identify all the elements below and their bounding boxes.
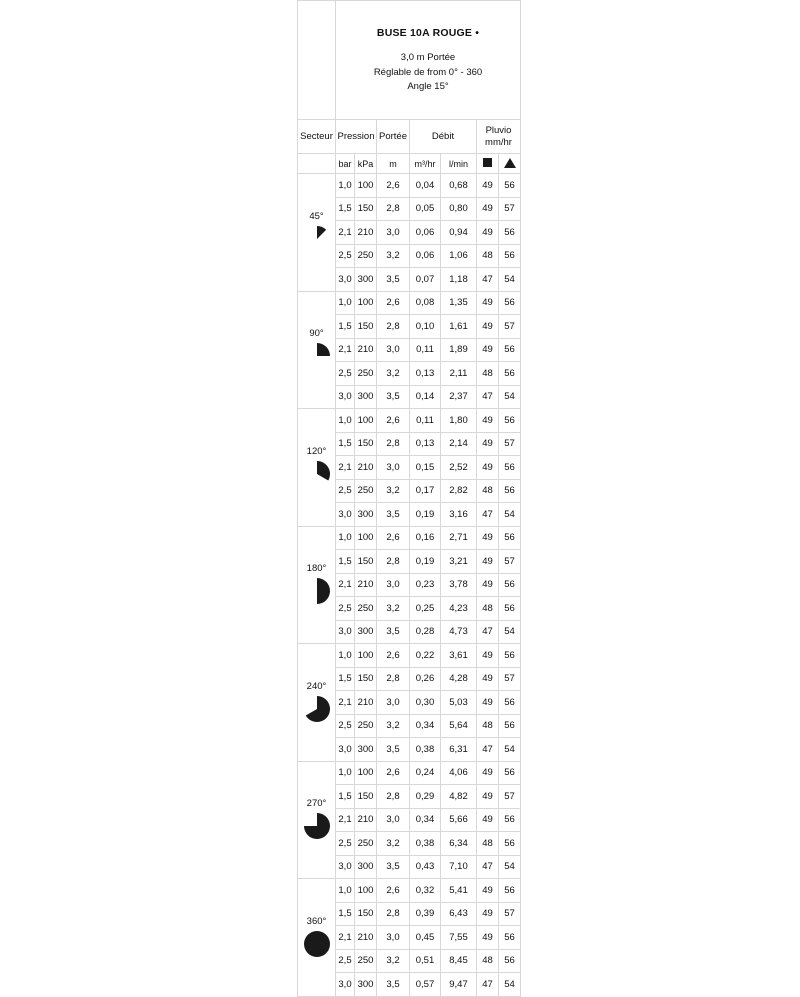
cell-lmin: 4,06 xyxy=(441,761,477,785)
sector-label: 120° xyxy=(306,445,327,457)
cell-lmin: 2,71 xyxy=(441,526,477,550)
cell-kpa: 250 xyxy=(355,479,377,503)
cell-portee: 3,2 xyxy=(377,949,410,973)
cell-bar: 1,5 xyxy=(336,197,355,221)
cell-kpa: 150 xyxy=(355,197,377,221)
cell-pluvio-triangle: 57 xyxy=(499,432,521,456)
cell-pluvio-triangle: 56 xyxy=(499,409,521,433)
unit-lmin: l/min xyxy=(441,154,477,174)
cell-kpa: 250 xyxy=(355,832,377,856)
cell-portee: 3,5 xyxy=(377,738,410,762)
cell-lmin: 6,34 xyxy=(441,832,477,856)
cell-bar: 3,0 xyxy=(336,268,355,292)
cell-portee: 2,6 xyxy=(377,291,410,315)
unit-m3hr: m³/hr xyxy=(410,154,441,174)
cell-lmin: 2,52 xyxy=(441,456,477,480)
cell-bar: 2,5 xyxy=(336,244,355,268)
cell-portee: 3,2 xyxy=(377,597,410,621)
sector-240-icon xyxy=(298,694,335,724)
cell-pluvio-triangle: 56 xyxy=(499,362,521,386)
cell-m3hr: 0,15 xyxy=(410,456,441,480)
cell-m3hr: 0,05 xyxy=(410,197,441,221)
cell-portee: 3,2 xyxy=(377,714,410,738)
cell-pluvio-triangle: 56 xyxy=(499,244,521,268)
cell-pluvio-triangle: 54 xyxy=(499,385,521,409)
pluvio-unit: mm/hr xyxy=(485,136,512,148)
cell-lmin: 7,55 xyxy=(441,926,477,950)
cell-lmin: 2,11 xyxy=(441,362,477,386)
cell-lmin: 2,82 xyxy=(441,479,477,503)
sector-label: 90° xyxy=(309,328,324,340)
col-header-portee: Portée xyxy=(377,120,410,154)
cell-pluvio-square: 48 xyxy=(477,244,499,268)
table-row xyxy=(298,174,521,198)
cell-bar: 2,5 xyxy=(336,479,355,503)
cell-portee: 3,2 xyxy=(377,362,410,386)
header-row xyxy=(298,1,521,120)
cell-pluvio-triangle: 56 xyxy=(499,714,521,738)
cell-m3hr: 0,26 xyxy=(410,667,441,691)
cell-pluvio-triangle: 56 xyxy=(499,808,521,832)
cell-bar: 2,1 xyxy=(336,221,355,245)
cell-m3hr: 0,30 xyxy=(410,691,441,715)
nozzle-performance-table xyxy=(297,0,521,997)
cell-kpa: 210 xyxy=(355,573,377,597)
cell-m3hr: 0,34 xyxy=(410,714,441,738)
spec-line-0: 3,0 m Portée xyxy=(400,52,456,64)
table-row xyxy=(298,409,521,433)
cell-lmin: 0,68 xyxy=(441,174,477,198)
cell-portee: 3,5 xyxy=(377,503,410,527)
cell-pluvio-triangle: 56 xyxy=(499,526,521,550)
cell-pluvio-triangle: 57 xyxy=(499,315,521,339)
cell-pluvio-triangle: 56 xyxy=(499,573,521,597)
cell-pluvio-square: 49 xyxy=(477,761,499,785)
cell-pluvio-triangle: 56 xyxy=(499,926,521,950)
cell-portee: 3,0 xyxy=(377,338,410,362)
cell-m3hr: 0,34 xyxy=(410,808,441,832)
cell-kpa: 210 xyxy=(355,221,377,245)
cell-pluvio-triangle: 57 xyxy=(499,902,521,926)
cell-pluvio-square: 49 xyxy=(477,808,499,832)
col-header-pression: Pression xyxy=(336,120,377,154)
header-blank-cell xyxy=(298,1,336,120)
cell-portee: 2,6 xyxy=(377,526,410,550)
cell-pluvio-square: 49 xyxy=(477,879,499,903)
cell-kpa: 210 xyxy=(355,456,377,480)
cell-pluvio-square: 49 xyxy=(477,221,499,245)
cell-kpa: 150 xyxy=(355,667,377,691)
cell-pluvio-square: 49 xyxy=(477,456,499,480)
cell-pluvio-triangle: 54 xyxy=(499,503,521,527)
cell-bar: 3,0 xyxy=(336,503,355,527)
cell-pluvio-triangle: 57 xyxy=(499,785,521,809)
cell-lmin: 1,61 xyxy=(441,315,477,339)
cell-pluvio-triangle: 56 xyxy=(499,879,521,903)
cell-pluvio-triangle: 56 xyxy=(499,644,521,668)
sector-cell-90 xyxy=(298,291,336,409)
cell-kpa: 100 xyxy=(355,644,377,668)
cell-portee: 3,5 xyxy=(377,973,410,997)
cell-pluvio-square: 49 xyxy=(477,432,499,456)
cell-lmin: 6,31 xyxy=(441,738,477,762)
cell-m3hr: 0,19 xyxy=(410,503,441,527)
cell-bar: 1,0 xyxy=(336,879,355,903)
cell-lmin: 3,21 xyxy=(441,550,477,574)
table-row xyxy=(298,761,521,785)
cell-portee: 2,8 xyxy=(377,550,410,574)
cell-pluvio-square: 49 xyxy=(477,550,499,574)
pluvio-triangle-marker xyxy=(499,154,521,174)
cell-pluvio-square: 49 xyxy=(477,338,499,362)
cell-lmin: 2,37 xyxy=(441,385,477,409)
cell-pluvio-triangle: 56 xyxy=(499,691,521,715)
cell-kpa: 300 xyxy=(355,503,377,527)
sector-cell-180 xyxy=(298,526,336,644)
cell-m3hr: 0,08 xyxy=(410,291,441,315)
cell-portee: 2,8 xyxy=(377,667,410,691)
cell-lmin: 1,18 xyxy=(441,268,477,292)
cell-m3hr: 0,14 xyxy=(410,385,441,409)
cell-portee: 3,0 xyxy=(377,808,410,832)
cell-kpa: 150 xyxy=(355,785,377,809)
cell-kpa: 150 xyxy=(355,550,377,574)
cell-pluvio-square: 47 xyxy=(477,620,499,644)
cell-bar: 1,5 xyxy=(336,550,355,574)
cell-pluvio-square: 49 xyxy=(477,902,499,926)
cell-bar: 1,0 xyxy=(336,291,355,315)
cell-m3hr: 0,11 xyxy=(410,338,441,362)
cell-pluvio-square: 49 xyxy=(477,409,499,433)
cell-pluvio-square: 49 xyxy=(477,291,499,315)
cell-lmin: 3,16 xyxy=(441,503,477,527)
sector-90-icon xyxy=(298,341,335,371)
cell-bar: 2,1 xyxy=(336,926,355,950)
cell-pluvio-square: 49 xyxy=(477,785,499,809)
cell-portee: 3,0 xyxy=(377,573,410,597)
col-header-pluvio xyxy=(477,120,521,154)
cell-lmin: 1,80 xyxy=(441,409,477,433)
cell-portee: 3,0 xyxy=(377,691,410,715)
cell-bar: 2,5 xyxy=(336,949,355,973)
cell-bar: 2,1 xyxy=(336,456,355,480)
cell-m3hr: 0,24 xyxy=(410,761,441,785)
cell-kpa: 150 xyxy=(355,315,377,339)
cell-m3hr: 0,38 xyxy=(410,832,441,856)
cell-m3hr: 0,25 xyxy=(410,597,441,621)
cell-pluvio-triangle: 54 xyxy=(499,973,521,997)
cell-bar: 3,0 xyxy=(336,385,355,409)
cell-kpa: 210 xyxy=(355,338,377,362)
cell-lmin: 6,43 xyxy=(441,902,477,926)
cell-lmin: 4,82 xyxy=(441,785,477,809)
sector-cell-240 xyxy=(298,644,336,762)
cell-bar: 1,0 xyxy=(336,526,355,550)
cell-kpa: 100 xyxy=(355,526,377,550)
cell-portee: 2,6 xyxy=(377,409,410,433)
cell-m3hr: 0,13 xyxy=(410,362,441,386)
cell-bar: 1,5 xyxy=(336,432,355,456)
cell-lmin: 5,66 xyxy=(441,808,477,832)
cell-kpa: 210 xyxy=(355,691,377,715)
cell-pluvio-triangle: 56 xyxy=(499,456,521,480)
cell-bar: 1,5 xyxy=(336,902,355,926)
cell-m3hr: 0,16 xyxy=(410,526,441,550)
cell-bar: 1,5 xyxy=(336,785,355,809)
cell-portee: 2,8 xyxy=(377,197,410,221)
cell-lmin: 4,28 xyxy=(441,667,477,691)
cell-bar: 1,0 xyxy=(336,761,355,785)
cell-pluvio-square: 49 xyxy=(477,526,499,550)
cell-portee: 2,6 xyxy=(377,174,410,198)
spec-line-2: Angle 15° xyxy=(407,81,449,93)
cell-kpa: 100 xyxy=(355,409,377,433)
cell-lmin: 3,61 xyxy=(441,644,477,668)
cell-pluvio-triangle: 54 xyxy=(499,855,521,879)
cell-portee: 3,5 xyxy=(377,855,410,879)
cell-m3hr: 0,28 xyxy=(410,620,441,644)
spec-line-1: Réglable de from 0° - 360 xyxy=(373,66,483,78)
cell-pluvio-square: 48 xyxy=(477,597,499,621)
cell-kpa: 300 xyxy=(355,268,377,292)
col-header-debit: Débit xyxy=(410,120,477,154)
cell-kpa: 250 xyxy=(355,949,377,973)
cell-kpa: 250 xyxy=(355,244,377,268)
cell-pluvio-triangle: 54 xyxy=(499,738,521,762)
table-row xyxy=(298,879,521,903)
table-body xyxy=(298,1,521,997)
cell-portee: 3,2 xyxy=(377,479,410,503)
cell-pluvio-triangle: 56 xyxy=(499,338,521,362)
cell-bar: 2,1 xyxy=(336,691,355,715)
cell-portee: 3,2 xyxy=(377,832,410,856)
unit-bar: bar xyxy=(336,154,355,174)
cell-lmin: 5,03 xyxy=(441,691,477,715)
cell-pluvio-square: 49 xyxy=(477,644,499,668)
cell-portee: 3,5 xyxy=(377,385,410,409)
cell-bar: 2,5 xyxy=(336,597,355,621)
cell-bar: 2,1 xyxy=(336,573,355,597)
cell-portee: 3,0 xyxy=(377,221,410,245)
cell-pluvio-triangle: 56 xyxy=(499,291,521,315)
cell-pluvio-square: 48 xyxy=(477,714,499,738)
cell-lmin: 0,80 xyxy=(441,197,477,221)
cell-kpa: 300 xyxy=(355,855,377,879)
cell-kpa: 100 xyxy=(355,291,377,315)
cell-portee: 2,6 xyxy=(377,879,410,903)
sector-label: 45° xyxy=(309,210,324,222)
table-row xyxy=(298,644,521,668)
cell-lmin: 4,73 xyxy=(441,620,477,644)
sector-cell-45 xyxy=(298,174,336,292)
cell-pluvio-triangle: 56 xyxy=(499,761,521,785)
cell-bar: 1,5 xyxy=(336,315,355,339)
pluvio-label: Pluvio xyxy=(485,124,512,136)
cell-pluvio-triangle: 54 xyxy=(499,620,521,644)
pluvio-square-marker xyxy=(477,154,499,174)
cell-pluvio-square: 47 xyxy=(477,855,499,879)
cell-m3hr: 0,19 xyxy=(410,550,441,574)
cell-pluvio-triangle: 56 xyxy=(499,949,521,973)
cell-pluvio-square: 47 xyxy=(477,738,499,762)
cell-m3hr: 0,57 xyxy=(410,973,441,997)
sector-label: 360° xyxy=(306,915,327,927)
sector-cell-360 xyxy=(298,879,336,997)
cell-kpa: 100 xyxy=(355,761,377,785)
sector-360-icon xyxy=(298,929,335,959)
unit-kpa: kPa xyxy=(355,154,377,174)
cell-m3hr: 0,06 xyxy=(410,221,441,245)
cell-lmin: 2,14 xyxy=(441,432,477,456)
cell-m3hr: 0,29 xyxy=(410,785,441,809)
cell-kpa: 300 xyxy=(355,738,377,762)
cell-m3hr: 0,13 xyxy=(410,432,441,456)
cell-lmin: 1,89 xyxy=(441,338,477,362)
sector-cell-270 xyxy=(298,761,336,879)
cell-m3hr: 0,43 xyxy=(410,855,441,879)
cell-pluvio-square: 49 xyxy=(477,691,499,715)
cell-portee: 2,8 xyxy=(377,785,410,809)
cell-kpa: 300 xyxy=(355,385,377,409)
cell-portee: 3,2 xyxy=(377,244,410,268)
cell-m3hr: 0,07 xyxy=(410,268,441,292)
cell-bar: 2,1 xyxy=(336,338,355,362)
cell-kpa: 210 xyxy=(355,808,377,832)
cell-m3hr: 0,38 xyxy=(410,738,441,762)
cell-pluvio-square: 48 xyxy=(477,949,499,973)
cell-pluvio-square: 49 xyxy=(477,667,499,691)
cell-kpa: 100 xyxy=(355,174,377,198)
sector-label: 240° xyxy=(306,680,327,692)
cell-pluvio-square: 48 xyxy=(477,479,499,503)
cell-pluvio-square: 47 xyxy=(477,268,499,292)
sector-label: 180° xyxy=(306,563,327,575)
table-row xyxy=(298,526,521,550)
cell-m3hr: 0,06 xyxy=(410,244,441,268)
cell-pluvio-square: 49 xyxy=(477,174,499,198)
cell-pluvio-triangle: 57 xyxy=(499,550,521,574)
col-header-secteur: Secteur xyxy=(298,120,336,154)
cell-kpa: 150 xyxy=(355,902,377,926)
cell-portee: 2,8 xyxy=(377,902,410,926)
cell-pluvio-triangle: 56 xyxy=(499,832,521,856)
cell-pluvio-triangle: 56 xyxy=(499,597,521,621)
cell-bar: 3,0 xyxy=(336,620,355,644)
cell-kpa: 300 xyxy=(355,973,377,997)
cell-portee: 3,5 xyxy=(377,268,410,292)
cell-bar: 1,0 xyxy=(336,644,355,668)
cell-kpa: 300 xyxy=(355,620,377,644)
cell-portee: 3,0 xyxy=(377,456,410,480)
cell-pluvio-square: 47 xyxy=(477,385,499,409)
table-row xyxy=(298,291,521,315)
cell-pluvio-square: 49 xyxy=(477,573,499,597)
cell-m3hr: 0,17 xyxy=(410,479,441,503)
cell-bar: 3,0 xyxy=(336,855,355,879)
nozzle-title-cell xyxy=(336,1,521,120)
cell-pluvio-square: 47 xyxy=(477,503,499,527)
cell-m3hr: 0,39 xyxy=(410,902,441,926)
cell-bar: 3,0 xyxy=(336,738,355,762)
sector-270-icon xyxy=(298,811,335,841)
cell-bar: 2,5 xyxy=(336,714,355,738)
sector-180-icon xyxy=(298,576,335,606)
cell-bar: 2,5 xyxy=(336,362,355,386)
cell-bar: 3,0 xyxy=(336,973,355,997)
cell-pluvio-square: 48 xyxy=(477,362,499,386)
cell-kpa: 150 xyxy=(355,432,377,456)
cell-pluvio-triangle: 54 xyxy=(499,268,521,292)
column-header-row xyxy=(298,120,521,154)
cell-lmin: 7,10 xyxy=(441,855,477,879)
cell-lmin: 1,06 xyxy=(441,244,477,268)
cell-kpa: 250 xyxy=(355,362,377,386)
cell-m3hr: 0,45 xyxy=(410,926,441,950)
cell-portee: 3,0 xyxy=(377,926,410,950)
cell-lmin: 1,35 xyxy=(441,291,477,315)
unit-m: m xyxy=(377,154,410,174)
cell-pluvio-triangle: 56 xyxy=(499,221,521,245)
cell-pluvio-triangle: 56 xyxy=(499,479,521,503)
cell-pluvio-square: 48 xyxy=(477,832,499,856)
cell-lmin: 4,23 xyxy=(441,597,477,621)
cell-portee: 2,8 xyxy=(377,315,410,339)
cell-kpa: 250 xyxy=(355,597,377,621)
cell-m3hr: 0,51 xyxy=(410,949,441,973)
cell-lmin: 5,64 xyxy=(441,714,477,738)
sector-label: 270° xyxy=(306,798,327,810)
nozzle-name: BUSE 10A ROUGE • xyxy=(376,26,480,39)
cell-m3hr: 0,11 xyxy=(410,409,441,433)
cell-bar: 2,5 xyxy=(336,832,355,856)
sector-cell-120 xyxy=(298,409,336,527)
cell-lmin: 8,45 xyxy=(441,949,477,973)
cell-m3hr: 0,32 xyxy=(410,879,441,903)
cell-pluvio-triangle: 57 xyxy=(499,197,521,221)
cell-bar: 1,0 xyxy=(336,409,355,433)
cell-portee: 2,8 xyxy=(377,432,410,456)
cell-portee: 3,5 xyxy=(377,620,410,644)
cell-pluvio-triangle: 56 xyxy=(499,174,521,198)
unit-blank xyxy=(298,154,336,174)
cell-bar: 1,0 xyxy=(336,174,355,198)
cell-m3hr: 0,10 xyxy=(410,315,441,339)
cell-pluvio-square: 49 xyxy=(477,926,499,950)
cell-m3hr: 0,22 xyxy=(410,644,441,668)
cell-portee: 2,6 xyxy=(377,644,410,668)
cell-pluvio-square: 49 xyxy=(477,197,499,221)
cell-kpa: 250 xyxy=(355,714,377,738)
cell-bar: 2,1 xyxy=(336,808,355,832)
cell-lmin: 0,94 xyxy=(441,221,477,245)
cell-kpa: 210 xyxy=(355,926,377,950)
cell-pluvio-square: 47 xyxy=(477,973,499,997)
cell-lmin: 9,47 xyxy=(441,973,477,997)
cell-lmin: 5,41 xyxy=(441,879,477,903)
cell-pluvio-square: 49 xyxy=(477,315,499,339)
cell-portee: 2,6 xyxy=(377,761,410,785)
cell-lmin: 3,78 xyxy=(441,573,477,597)
sector-45-icon xyxy=(298,224,335,254)
cell-m3hr: 0,04 xyxy=(410,174,441,198)
unit-row xyxy=(298,154,521,174)
cell-pluvio-triangle: 57 xyxy=(499,667,521,691)
sector-120-icon xyxy=(298,459,335,489)
cell-kpa: 100 xyxy=(355,879,377,903)
cell-bar: 1,5 xyxy=(336,667,355,691)
cell-m3hr: 0,23 xyxy=(410,573,441,597)
